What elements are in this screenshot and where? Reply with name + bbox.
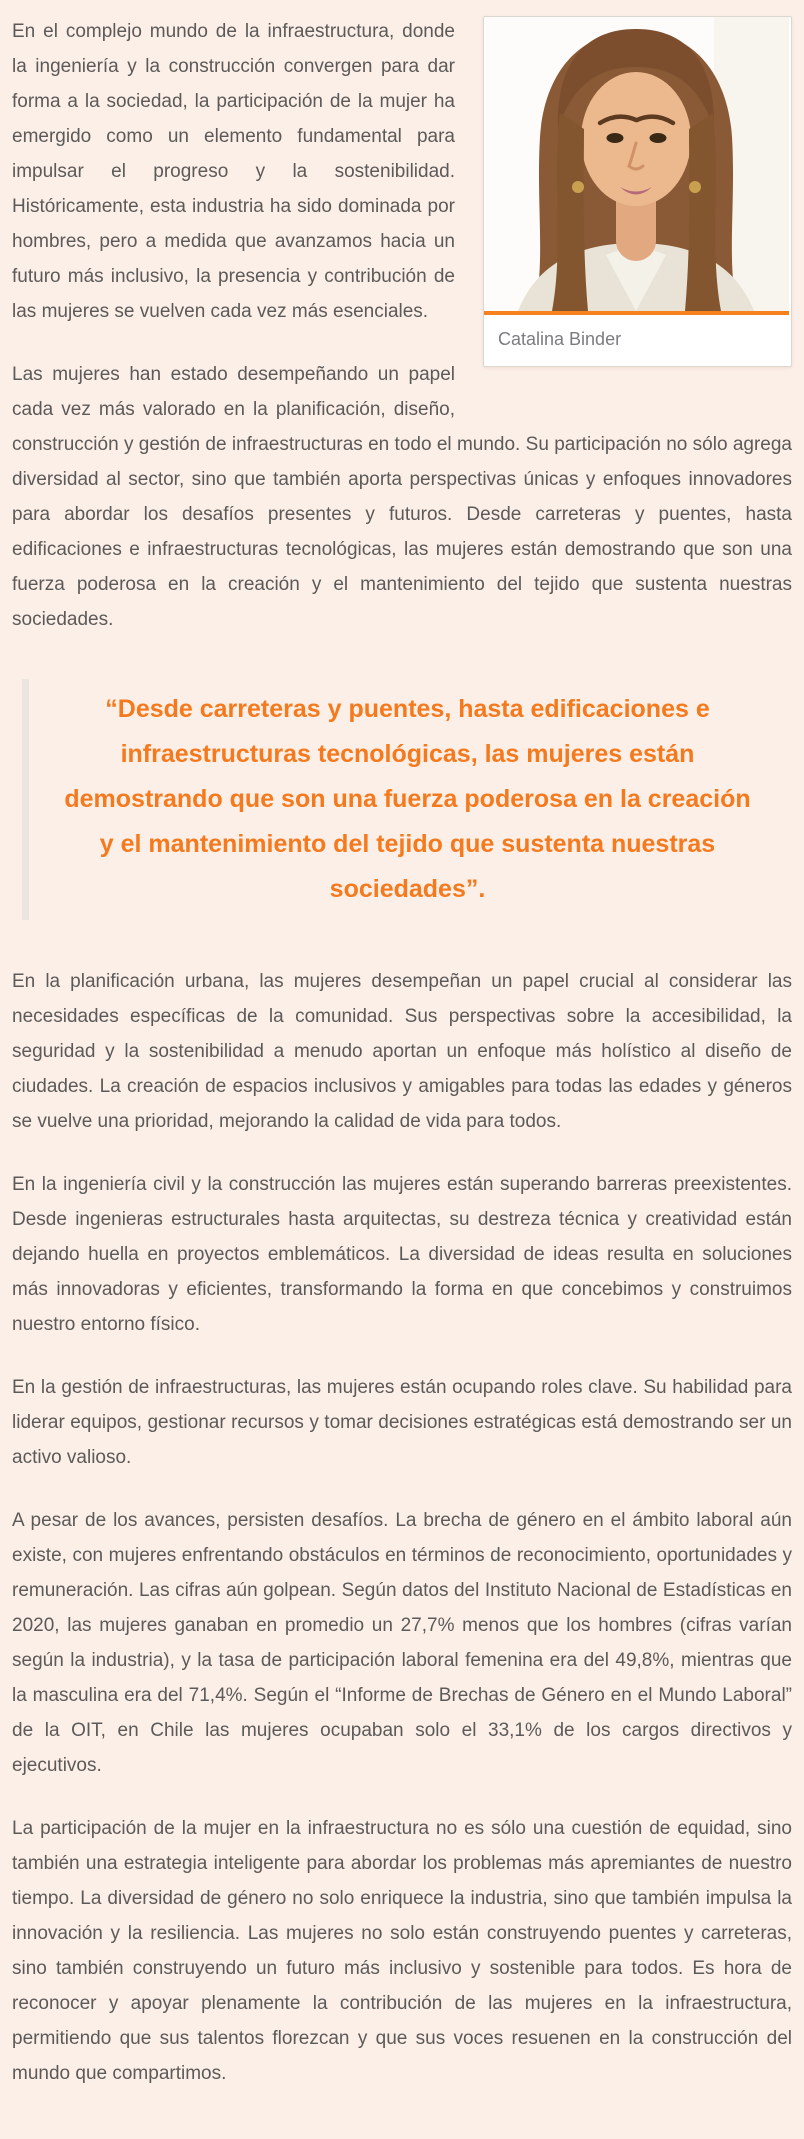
portrait-illustration xyxy=(484,17,789,311)
article-paragraph-1: En el complejo mundo de la infraestructura, donde la ingeniería y la construcción convergen para dar forma a la sociedad, la participación de la mujer ha emergido como un elemento fundamental para impulsar el progreso y la sostenibilidad. Históricamente, esta industria ha sido dominada por hombres, pero a medida que avanzamos hacia un futuro más inclusivo, la presencia y contribución de las mujeres se vuelven cada vez más esenciales. xyxy=(12,21,455,322)
article-paragraph-7: La participación de la mujer en la infraestructura no es sólo una cuestión de equidad, sino también una estrategia inteligente para abordar los problemas más apremiantes de nuestro tiempo. La diversidad de género no solo enriquece la industria, sino que también impulsa la innovación y la resiliencia. Las mujeres no solo están construyendo puentes y carreteras, sino también construyendo un futuro más inclusivo y sostenible para todos. Es hora de reconocer y apoyar plenamente la contribución de las mujeres en la infraestructura, permitiendo que sus talentos florezcan y que sus voces resuenen en la construcción del mundo que compartimos. xyxy=(12,1818,792,2084)
article-paragraph-3: En la planificación urbana, las mujeres desempeñan un papel crucial al considerar las necesidades específicas de la comunidad. Sus perspectivas sobre la accesibilidad, la seguridad y la sostenibilidad a menudo aportan un enfoque más holístico al diseño de ciudades. La creación de espacios inclusivos y amigables para todas las edades y géneros se vuelve una prioridad, mejorando la calidad de vida para todos. xyxy=(12,971,792,1132)
photo-caption: Catalina Binder xyxy=(498,329,622,349)
article-paragraph-5: En la gestión de infraestructuras, las mujeres están ocupando roles clave. Su habilidad para liderar equipos, gestionar recursos y tomar decisiones estratégicas está demostrando ser un activo valioso. xyxy=(12,1377,792,1468)
article-paragraph-6: A pesar de los avances, persisten desafíos. La brecha de género en el ámbito laboral aún existe, con mujeres enfrentando obstáculos en términos de reconocimiento, oportunidades y remuneración. Las cifras aún golpean. Según datos del Instituto Nacional de Estadísticas en 2020, las mujeres ganaban en promedio un 27,7% menos que los hombres (cifras varían según la industria), y la tasa de participación laboral femenina era del 49,8%, mientras que la masculina era del 71,4%. Según el “Informe de Brechas de Género en el Mundo Laboral” de la OIT, en Chile las mujeres ocupaban solo el 33,1% de los cargos directivos y ejecutivos. xyxy=(12,1510,792,1776)
pull-quote-text: “Desde carreteras y puentes, hasta edificaciones e infraestructuras tecnológicas, las mujeres están demostrando que son una fuerza poderosa en la creación y el mantenimiento del tejido que sustenta nuestras sociedades”. xyxy=(64,695,751,903)
photo-card xyxy=(483,16,792,367)
article-paragraph-2: Las mujeres han estado desempeñando un papel cada vez más valorado en la planificación, diseño, construcción y gestión de infraestructuras en todo el mundo. Su participación no sólo agrega diversidad al sector, sino que también aporta perspectivas únicas y enfoques innovadores para abordar los desafíos presentes y futuros. Desde carreteras y puentes, hasta edificaciones e infraestructuras tecnológicas, las mujeres están demostrando que son una fuerza poderosa en la creación y el mantenimiento del tejido que sustenta nuestras sociedades. xyxy=(12,364,792,630)
article-paragraph-4: En la ingeniería civil y la construcción las mujeres están superando barreras preexistentes. Desde ingenieras estructurales hasta arquitectas, su destreza técnica y creatividad están dejando huella en proyectos emblemáticos. La diversidad de ideas resulta en soluciones más innovadoras y eficientes, transformando la forma en que concebimos y construimos nuestro entorno físico. xyxy=(12,1174,792,1335)
portrait-photo xyxy=(484,17,789,311)
pull-quote xyxy=(22,679,792,920)
